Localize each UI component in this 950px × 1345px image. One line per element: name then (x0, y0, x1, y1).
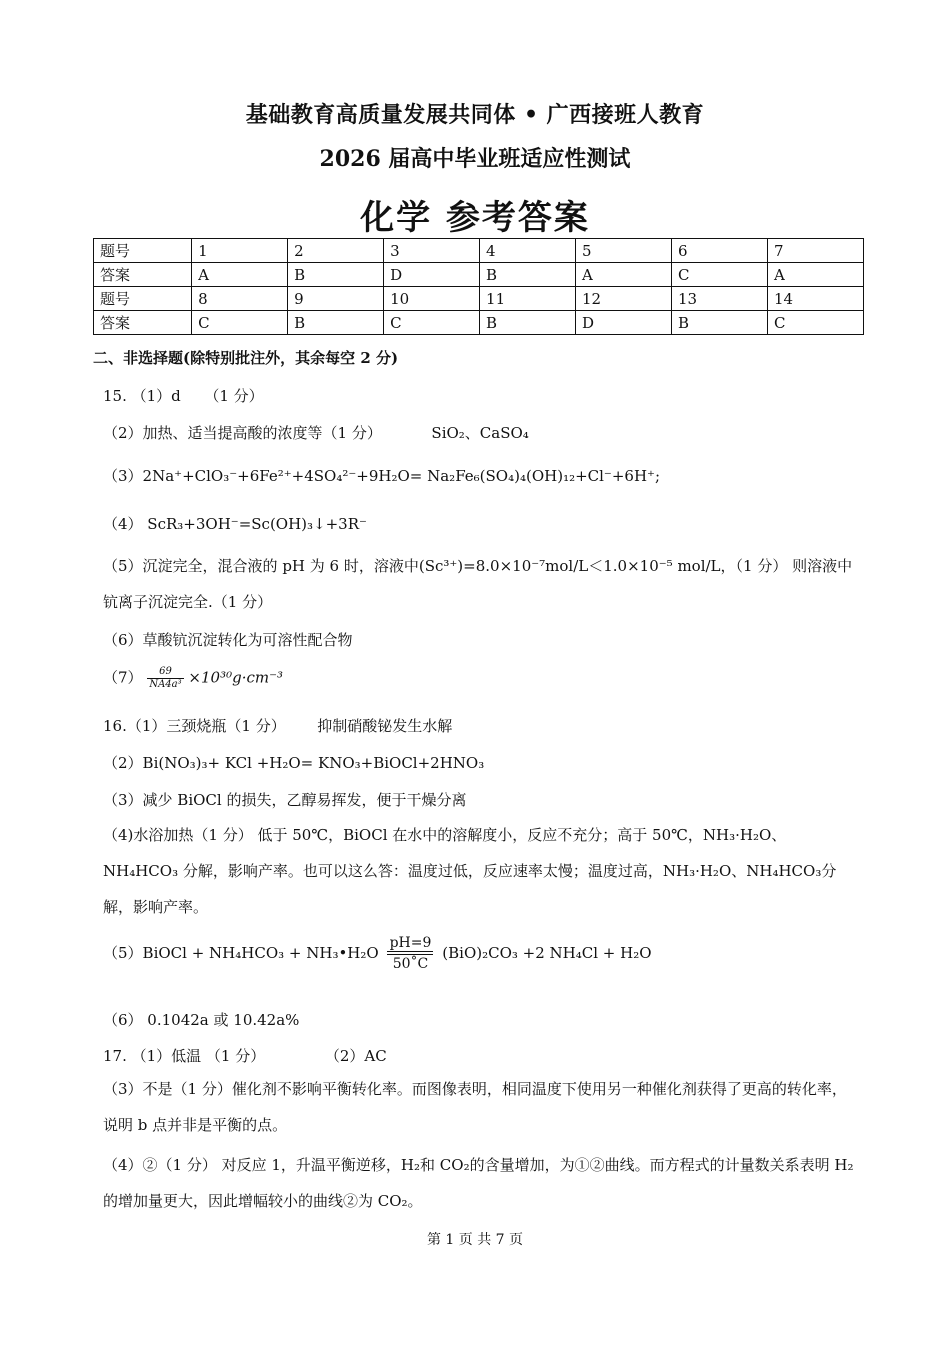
condition-ph: pH=9 (389, 935, 432, 951)
q17-part1-answer: 17. （1）低温 （1 分） (103, 1047, 266, 1065)
q16-part6: （6） 0.1042a 或 10.42a% (103, 1011, 300, 1029)
density-fraction (147, 666, 183, 691)
table-cell: 11 (480, 287, 576, 311)
page-title: 化学 参考答案 (360, 198, 590, 238)
q15-part4: （4） ScR₃+3OH⁻=Sc(OH)₃↓+3R⁻ (103, 515, 367, 533)
table-cell: A (576, 263, 672, 287)
table-cell: 14 (767, 287, 863, 311)
reaction-condition (387, 935, 433, 973)
table-cell: 答案 (94, 311, 192, 335)
table-cell: 13 (671, 287, 767, 311)
table-cell: 3 (384, 239, 480, 263)
q16-part1 (103, 715, 452, 736)
q17-part1 (103, 1045, 387, 1066)
table-row (94, 239, 864, 263)
q15-part7-label: （7） (103, 668, 143, 687)
table-cell: A (767, 263, 863, 287)
table-cell: 12 (576, 287, 672, 311)
table-cell: 答案 (94, 263, 192, 287)
fraction-numerator: 69 (147, 666, 183, 679)
table-cell: 题号 (94, 239, 192, 263)
q15-part7-unit: ×10³⁰g·cm⁻³ (188, 668, 284, 687)
table-cell: B (288, 311, 384, 335)
q15-part1 (103, 385, 264, 406)
table-cell: 2 (288, 239, 384, 263)
q16-part1-answer: 16.（1）三颈烧瓶（1 分） (103, 717, 286, 735)
table-cell: C (671, 263, 767, 287)
q17-part2-answer: （2）AC (324, 1047, 387, 1065)
table-cell: C (767, 311, 863, 335)
q16-part5-products: (BiO)₂CO₃ +2 NH₄Cl + H₂O (442, 944, 652, 962)
q17-part3: （3）不是（1 分）催化剂不影响平衡转化率。而图像表明，相同温度下使用另一种催化剂获得了更高的转化率，说明 b 点并非是平衡的点。 (103, 1080, 847, 1134)
q17-part4: （4）②（1 分） 对反应 1，升温平衡逆移，H₂和 CO₂的含量增加，为①②曲线。而方程式的计量数关系表明 H₂的增加量更大，因此增幅较小的曲线②为 CO₂。 (103, 1156, 854, 1210)
table-cell: B (480, 311, 576, 335)
table-cell: 题号 (94, 287, 192, 311)
table-cell: B (671, 311, 767, 335)
q15-part1-score: （1 分） (204, 387, 264, 405)
header-organization: 基础教育高质量发展共同体 • 广西接班人教育 (245, 102, 705, 128)
q15-part1-answer: 15. （1）d (103, 387, 181, 405)
q16-part5-reactants: （5）BiOCl + NH₄HCO₃ + NH₃•H₂O (103, 944, 379, 962)
page-number: 第 1 页 共 7 页 (426, 1232, 524, 1248)
table-cell: 6 (671, 239, 767, 263)
section-heading: 二、非选择题(除特别批注外，其余每空 2 分) (93, 349, 399, 367)
table-cell: A (192, 263, 288, 287)
table-cell: 1 (192, 239, 288, 263)
table-cell: D (384, 263, 480, 287)
table-row (94, 263, 864, 287)
table-row (94, 311, 864, 335)
q16-part5 (103, 935, 652, 973)
q15-part2 (103, 422, 529, 443)
q15-part5: （5）沉淀完全，混合液的 pH 为 6 时，溶液中(Sc³⁺)=8.0×10⁻⁷mol/L＜1.0×10⁻⁵ mol/L，（1 分） 则溶液中钪离子沉淀完全.（1 分） (103, 557, 853, 611)
table-cell: 5 (576, 239, 672, 263)
q16-part3: （3）减少 BiOCl 的损失，乙醇易挥发，便于干燥分离 (103, 791, 467, 809)
table-cell: 8 (192, 287, 288, 311)
table-row (94, 287, 864, 311)
q15-part6: （6）草酸钪沉淀转化为可溶性配合物 (103, 631, 353, 649)
table-cell: D (576, 311, 672, 335)
fraction-denominator: NA4a³ (149, 679, 182, 690)
table-cell: 4 (480, 239, 576, 263)
q16-part1-reason: 抑制硝酸铋发生水解 (317, 717, 453, 735)
q16-part2: （2）Bi(NO₃)₃+ KCl +H₂O= KNO₃+BiOCl+2HNO₃ (103, 754, 485, 772)
condition-temperature: 50˚C (392, 956, 429, 972)
q15-part3: （3）2Na⁺+ClO₃⁻+6Fe²⁺+4SO₄²⁻+9H₂O= Na₂Fe₆(SO₄)₄(OH)₁₂+Cl⁻+6H⁺; (103, 467, 661, 485)
answer-table (93, 238, 864, 335)
q16-part4: （4)水浴加热（1 分） 低于 50℃，BiOCl 在水中的溶解度小，反应不充分；高于 50℃，NH₃·H₂O、NH₄HCO₃ 分解，影响产率。也可以这么答：温度过低，反应速率太慢；温度过高，NH₃·H₂O、NH₄HCO₃分解，影响产率。 (103, 826, 837, 916)
q15-part2-formula: SiO₂、CaSO₄ (431, 424, 529, 442)
q15-part2-answer: （2）加热、适当提高酸的浓度等（1 分） (103, 424, 382, 442)
table-cell: C (384, 311, 480, 335)
table-cell: B (480, 263, 576, 287)
q15-part7 (103, 666, 283, 691)
table-cell: B (288, 263, 384, 287)
header-exam-name: 2026 届高中毕业班适应性测试 (319, 146, 631, 172)
table-cell: 9 (288, 287, 384, 311)
table-cell: 10 (384, 287, 480, 311)
table-cell: 7 (767, 239, 863, 263)
table-cell: C (192, 311, 288, 335)
